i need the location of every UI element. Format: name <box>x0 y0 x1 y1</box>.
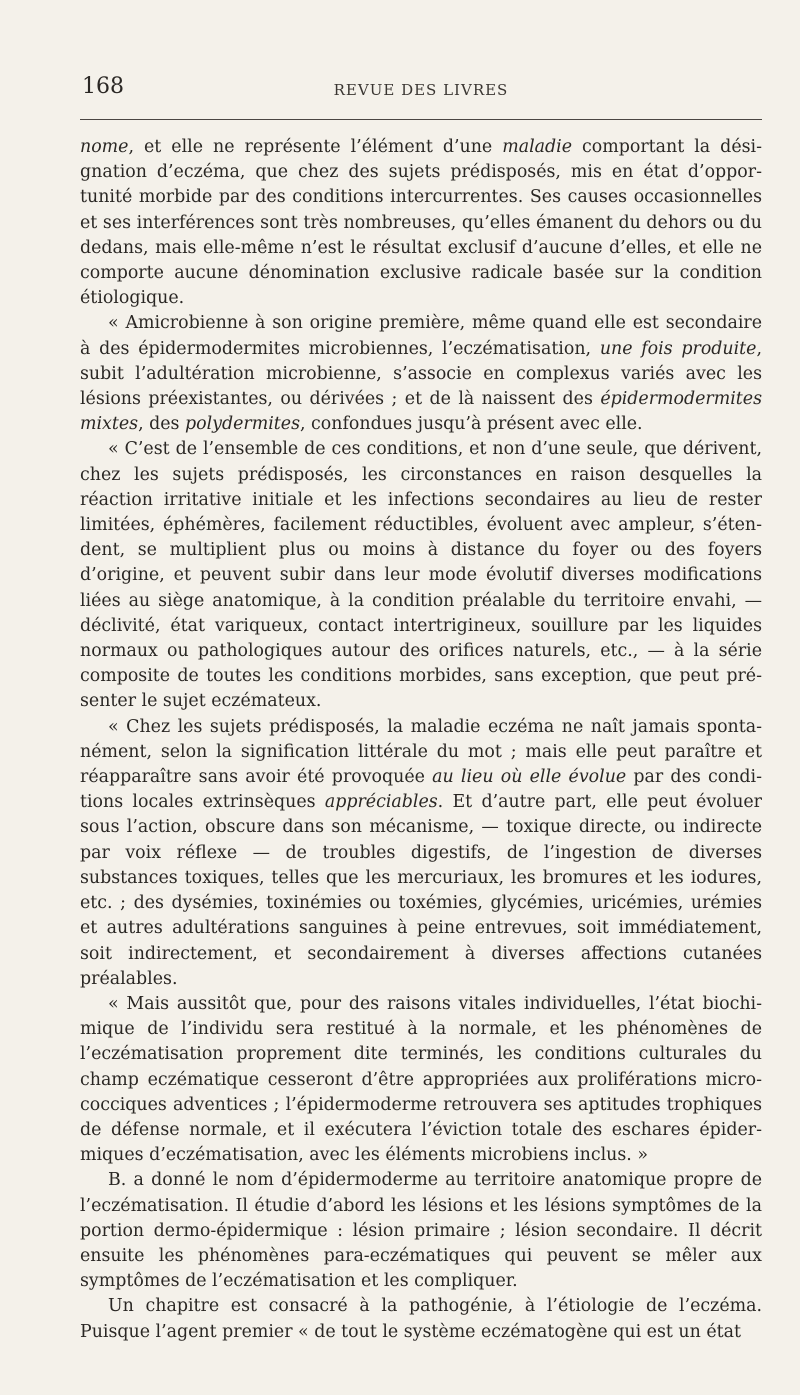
text-run: « Mais aussitôt que, pour des raisons vitales individuelles, l’état biochimique de l’individu sera restitué à la normale, et les phénomènes de l’eczématisation proprement dite terminés, les conditions culturales du champ eczématique cesseront d’être appropriées aux proliférations micrococciques adventices ; l’épidermoderme retrouvera ses aptitudes trophiques de défense normale, et il exécutera l’éviction totale des eschares épidermiques d’eczématisation, avec les éléments microbiens inclus. » <box>80 993 762 1166</box>
italic-text: appréciables <box>324 792 438 813</box>
paragraph <box>80 1294 762 1344</box>
text-run: « Amicrobienne à son origine première, même quand elle est secondaire à des épidermodermites microbiennes, l’eczématisation, <box>80 313 762 359</box>
text-run: . Et d’autre part, elle peut évoluer sous l’action, obscure dans son mécanisme, — toxique directe, ou indirecte par voix réflexe — de troubles digestifs, de l’ingestion de diverses substances toxiques, telles que les mercuriaux, les bromures et les iodures, etc. ; des dysémies, toxinémies ou toxémies, glycémies, uricémies, urémies et autres adultérations sanguines à peine entrevues, soit immédiatement, soit indirectement, et secondairement à diverses affections cutanées préalables. <box>80 792 762 989</box>
italic-text: épidermodermites mixtes <box>80 389 762 435</box>
italic-text: une fois produite <box>599 338 757 359</box>
paragraph <box>80 1168 762 1294</box>
text-run: « C’est de l’ensemble de ces conditions, et non d’une seule, que dérivent, chez les sujets prédisposés, les circonstances en raison desquelles la réaction irritative initiale et les infections secondaires au lieu de rester limitées, éphémères, facilement réductibles, évoluent avec ampleur, s’étendent, se multiplient plus ou moins à distance du foyer ou des foyers d’origine, et peuvent subir dans leur mode évolutif diverses modifications liées au siège anatomique, à la condition préalable du territoire envahi, — déclivité, état variqueux, contact intertrigineux, souillure par les liquides normaux ou pathologiques autour des orifices naturels, etc., — à la série composite de toutes les conditions morbides, sans exception, que peut présenter le sujet eczémateux. <box>80 439 762 712</box>
text-run: B. a donné le nom d’épidermoderme au territoire anatomique propre de l’eczématisation. Il étudie d’abord les lésions et les lésions symptômes de la portion dermo-épidermique : lésion primaire ; lésion secondaire. Il décrit ensuite les phénomènes para-eczématiques qui peuvent se mêler aux symptômes de l’eczématisation et les compliquer. <box>80 1170 762 1292</box>
page-number: 168 <box>82 74 124 99</box>
paragraph <box>80 437 762 714</box>
text-run: « Chez les sujets prédisposés, la maladie eczéma ne naît jamais spontanément, selon la signification littérale du mot ; mais elle peut paraître et réapparaître sans avoir été provoquée <box>80 716 762 788</box>
paragraph <box>80 992 762 1168</box>
text-run: , et elle ne représente l’élément d’une <box>128 137 503 157</box>
header-rule <box>80 119 762 120</box>
body-text <box>80 135 762 1345</box>
text-run: , des <box>138 414 186 435</box>
text-run: , subit l’adultération microbienne, s’associe en complexus variés avec les lésions préexistantes, ou dérivées ; et de là naissent des <box>80 338 762 410</box>
running-title: REVUE DES LIVRES <box>333 81 509 99</box>
text-run: comportant la désignation d’eczéma, que chez des sujets prédisposés, mis en état d’opportunité morbide par des conditions intercurrentes. Ses causes occasionnelles et ses interférences sont très nombreuses, qu’elles émanent du dehors ou du dedans, mais elle-même n’est le résultat exclusif d’aucune d’elles, et elle ne comporte aucune dénomination exclusive radicale basée sur la condition étiologique. <box>80 137 762 309</box>
paragraph <box>80 311 762 437</box>
italic-text: nome <box>80 137 129 157</box>
text-run: , confondues jusqu’à présent avec elle. <box>300 414 643 435</box>
text-run: par des conditions locales extrinsèques <box>80 767 762 813</box>
italic-text: polydermites <box>185 414 300 435</box>
paragraph <box>80 715 762 992</box>
italic-text: maladie <box>502 137 573 157</box>
page-header <box>80 72 762 112</box>
paragraph <box>80 135 762 311</box>
italic-text: au lieu où elle évolue <box>432 767 627 788</box>
text-run: Un chapitre est consacré à la pathogénie, à l’étiologie de l’eczéma. Puisque l’agent premier « de tout le système eczématogène qui est un état <box>80 1296 762 1342</box>
